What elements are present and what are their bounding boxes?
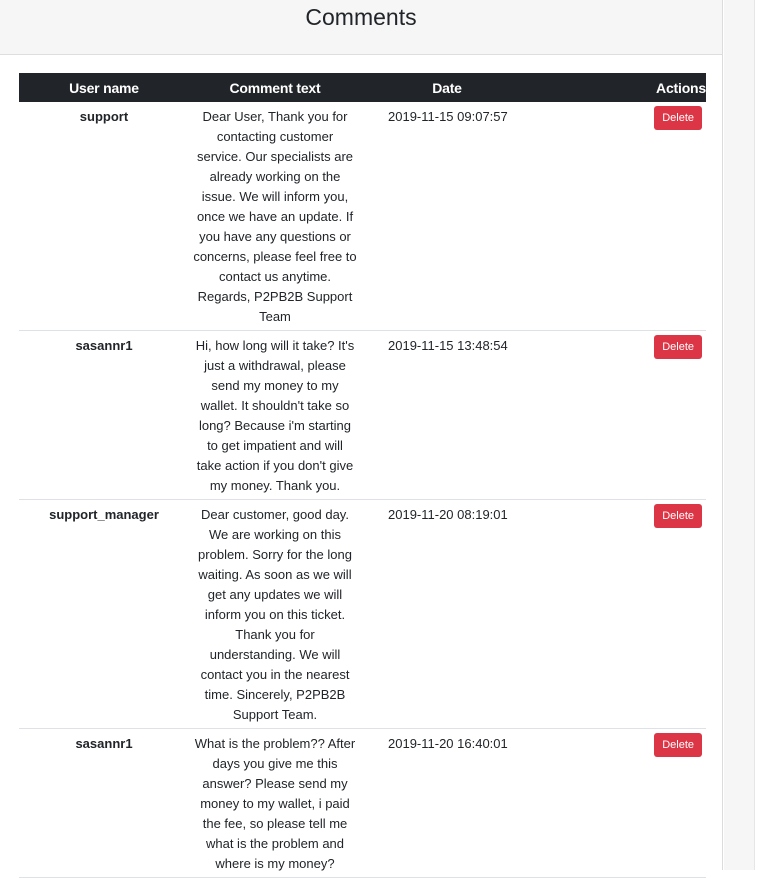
actions-cell <box>533 729 706 878</box>
user-name-cell <box>19 729 189 878</box>
comment-text: Dear User, Thank you for contacting customer service. Our specialists are already working on the issue. We will inform you, once we have an update. If you have any questions or concerns, please feel free to contact us anytime. Regards, P2PB2B Support Team <box>189 102 361 331</box>
user-name: sasannr1 <box>75 736 133 751</box>
page-title: Comments <box>305 3 417 30</box>
comment-text: What is the problem?? After days you give me this answer? Please send my money to my wallet, i paid the fee, so please tell me what is the problem and where is my money? <box>189 729 361 878</box>
table-row <box>19 729 706 878</box>
actions-cell <box>533 102 706 331</box>
comment-date: 2019-11-15 13:48:54 <box>361 331 533 500</box>
column-header-comment-text: Comment text <box>189 73 361 102</box>
user-name-cell <box>19 500 189 729</box>
user-name-cell <box>19 331 189 500</box>
delete-button[interactable]: Delete <box>654 106 702 130</box>
comment-date: 2019-11-20 16:40:01 <box>361 729 533 878</box>
user-name: support <box>79 109 129 124</box>
column-header-actions: Actions <box>533 73 706 102</box>
table-row <box>19 102 706 331</box>
table-header-row <box>19 73 706 102</box>
comments-table <box>19 73 706 878</box>
column-header-date: Date <box>361 73 533 102</box>
comment-text: Dear customer, good day. We are working on this problem. Sorry for the long waiting. As soon as we will get any updates we will inform you on this ticket. Thank you for understanding. We will contact you in the nearest time. Sincerely, P2PB2B Support Team. <box>189 500 361 729</box>
actions-cell <box>533 331 706 500</box>
delete-button[interactable]: Delete <box>654 504 702 528</box>
table-row <box>19 331 706 500</box>
comment-date: 2019-11-20 08:19:01 <box>361 500 533 729</box>
card-header <box>0 0 722 55</box>
delete-button[interactable]: Delete <box>654 733 702 757</box>
table-row <box>19 500 706 729</box>
scrollbar-track[interactable] <box>754 0 763 870</box>
comment-text: Hi, how long will it take? It's just a withdrawal, please send my money to my wallet. It shouldn't take so long? Because i'm starting to get impatient and will take action if you don't give my money. Thank you. <box>189 331 361 500</box>
column-header-user-name: User name <box>19 73 189 102</box>
page-gutter <box>724 0 754 870</box>
user-name-cell <box>19 102 189 331</box>
actions-cell <box>533 500 706 729</box>
table-header <box>19 73 706 102</box>
user-name: support_manager <box>49 507 159 522</box>
table-body <box>19 102 706 878</box>
comment-date: 2019-11-15 09:07:57 <box>361 102 533 331</box>
delete-button[interactable]: Delete <box>654 335 702 359</box>
user-name: sasannr1 <box>75 338 133 353</box>
